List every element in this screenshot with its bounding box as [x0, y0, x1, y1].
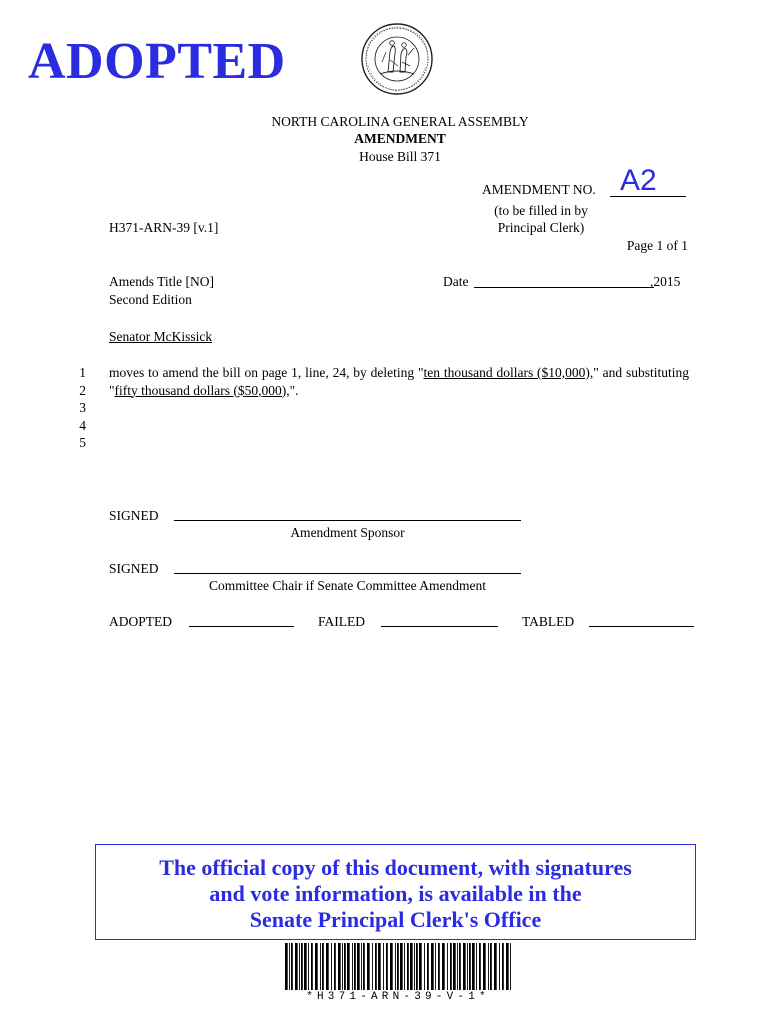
bill-number: House Bill 371 — [359, 149, 441, 164]
document-id: H371-ARN-39 [v.1] — [109, 220, 219, 235]
notice-line-3: Senate Principal Clerk's Office — [249, 907, 542, 932]
date-year: ,2015 — [650, 274, 681, 289]
signed-label-1: SIGNED — [109, 508, 159, 523]
edition: Second Edition — [109, 292, 192, 307]
sponsor-name: Senator McKissick — [109, 329, 213, 344]
signature-caption-2: Committee Chair if Senate Committee Amendment — [208, 578, 487, 593]
failed-line — [381, 626, 498, 627]
body-text-2: " and substituting " — [109, 365, 690, 398]
amendment-number-value: A2 — [620, 164, 657, 197]
line-number: 2 — [79, 382, 86, 398]
body-text-3: ". — [289, 382, 299, 398]
tabled-label: TABLED — [522, 614, 575, 629]
state-seal-icon — [360, 22, 434, 96]
adopted-stamp: ADOPTED — [28, 33, 286, 90]
amendment-number-field — [610, 166, 686, 197]
notice-line-1: The official copy of this document, with signatures — [159, 855, 632, 880]
barcode-icon — [283, 943, 513, 990]
page-indicator: Page 1 of 1 — [626, 238, 688, 253]
fill-note-line2: Principal Clerk) — [497, 220, 585, 235]
amends-title: Amends Title [NO] — [109, 274, 215, 289]
line-number: 3 — [79, 400, 86, 415]
line-number: 1 — [79, 365, 86, 380]
signature-line-1 — [174, 520, 521, 521]
adopted-label: ADOPTED — [109, 614, 172, 629]
body-text-1: moves to amend the bill on page 1, line, 24, by deleting " — [109, 365, 424, 380]
tabled-line — [589, 626, 694, 627]
notice-line-2: and vote information, is available in the — [209, 881, 582, 906]
official-copy-notice — [95, 844, 696, 940]
adopted-line — [189, 626, 294, 627]
barcode-text: *H371-ARN-39-V-1* — [306, 991, 490, 1003]
signature-line-2 — [174, 573, 521, 574]
amendment-body — [109, 364, 689, 399]
signed-label-2: SIGNED — [109, 561, 159, 576]
signature-caption-1: Amendment Sponsor — [290, 525, 405, 540]
inserted-text: fifty thousand dollars ($50,000), — [114, 382, 290, 398]
failed-label: FAILED — [318, 614, 365, 629]
deleted-text: ten thousand dollars ($10,000), — [423, 365, 594, 380]
fill-note-line1: (to be filled in by — [494, 203, 588, 218]
date-label: Date — [443, 274, 469, 289]
amendment-number-label: AMENDMENT NO. — [482, 182, 596, 197]
line-number: 5 — [79, 435, 86, 450]
assembly-heading: NORTH CAROLINA GENERAL ASSEMBLY — [271, 114, 529, 129]
date-line — [474, 287, 654, 288]
line-number: 4 — [79, 417, 86, 433]
amendment-heading: AMENDMENT — [354, 131, 446, 146]
